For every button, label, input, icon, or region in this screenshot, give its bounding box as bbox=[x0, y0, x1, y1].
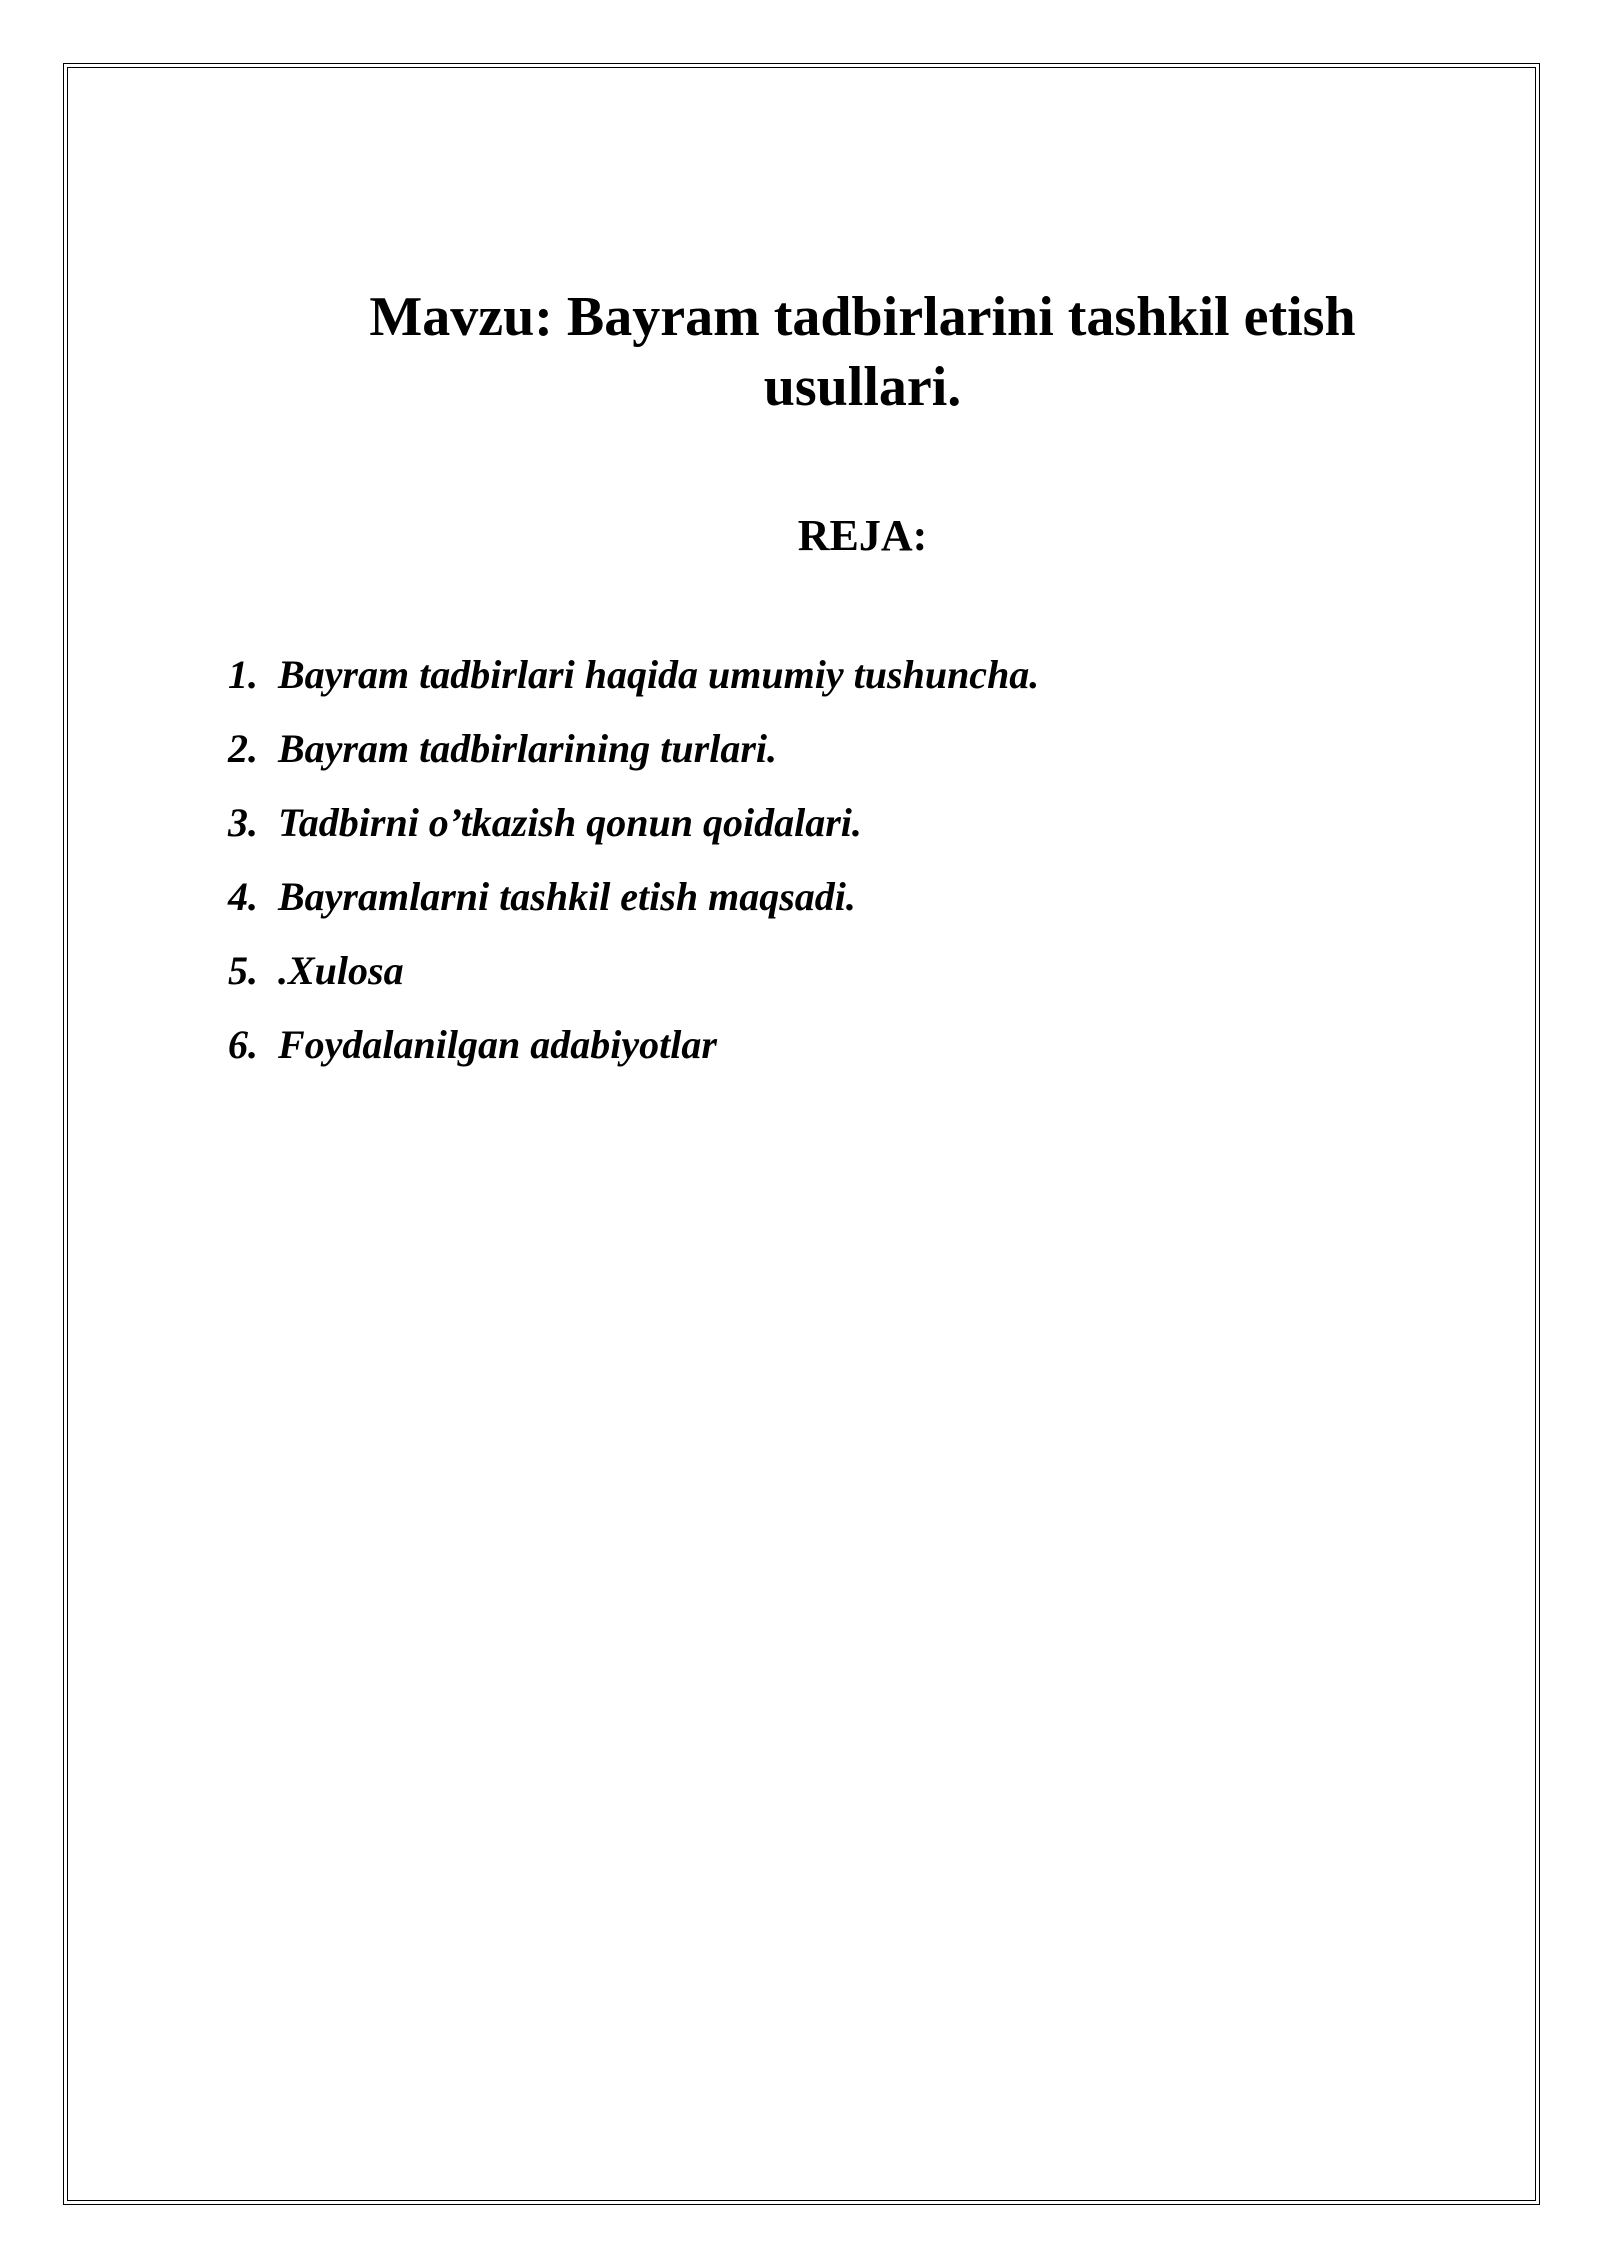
plan-item-number: 1. bbox=[228, 652, 258, 697]
plan-item-number: 3. bbox=[228, 800, 258, 845]
document-title: Mavzu: Bayram tadbirlarini tashkil etish usullari. bbox=[369, 286, 1356, 418]
plan-item-number: 2. bbox=[228, 726, 258, 771]
plan-item-text: Bayram tadbirlari haqida umumiy tushuncha. bbox=[278, 652, 1040, 697]
plan-item-6 bbox=[228, 1020, 1478, 1094]
plan-item-5 bbox=[228, 946, 1478, 1020]
plan-item-number: 6. bbox=[228, 1022, 258, 1067]
plan-item-4 bbox=[228, 872, 1478, 946]
plan-item-3 bbox=[228, 798, 1478, 872]
plan-item-1 bbox=[228, 650, 1478, 724]
plan-list bbox=[228, 650, 1478, 1094]
plan-item-number: 5. bbox=[228, 948, 258, 993]
plan-item-text: Foydalanilgan adabiyotlar bbox=[278, 1022, 717, 1067]
plan-heading: REJA: bbox=[797, 511, 928, 560]
plan-item-text: Tadbirni o’tkazish qonun qoidalari. bbox=[278, 800, 862, 845]
plan-item-text: Bayramlarni tashkil etish maqsadi. bbox=[278, 874, 856, 919]
plan-item-text: .Xulosa bbox=[278, 948, 404, 993]
plan-item-number: 4. bbox=[228, 874, 258, 919]
plan-item-text: Bayram tadbirlarining turlari. bbox=[278, 726, 778, 771]
plan-item-2 bbox=[228, 724, 1478, 798]
